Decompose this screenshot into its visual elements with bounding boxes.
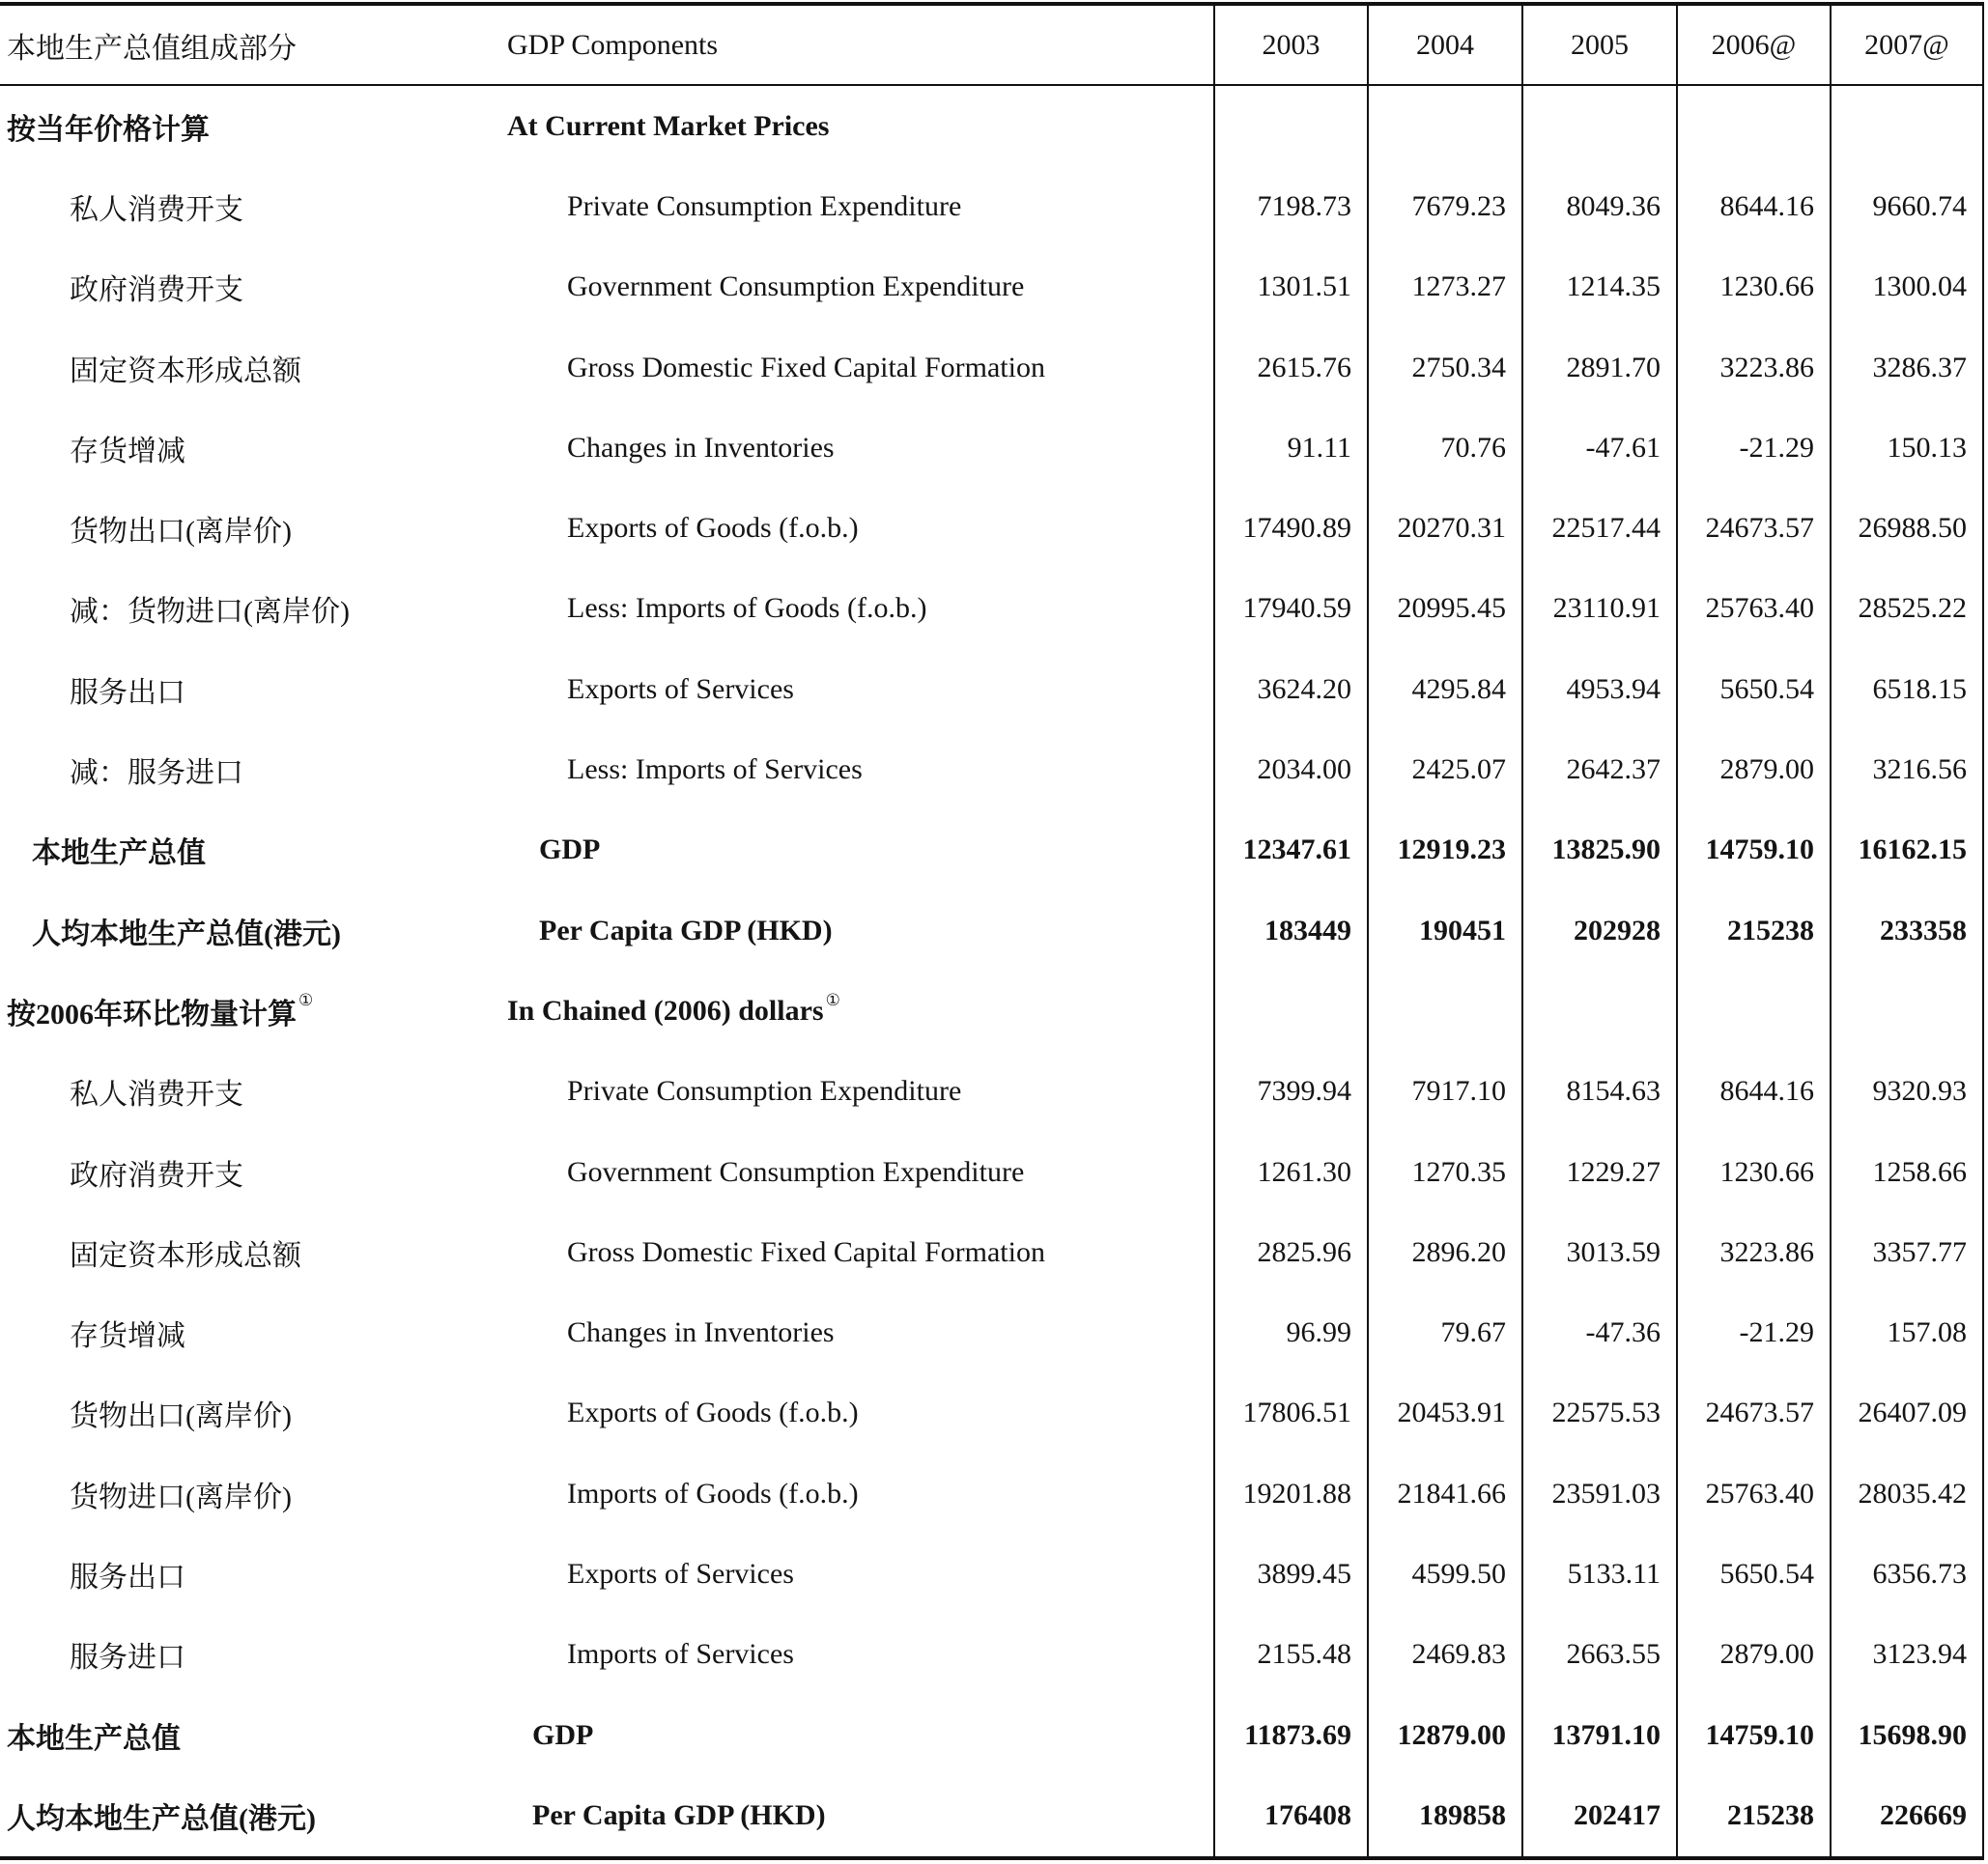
- row-label-english: Changes in Inventories: [567, 1316, 835, 1349]
- section-heading-english: At Current Market Prices: [507, 109, 830, 142]
- value-cell: 25763.40: [1676, 569, 1830, 649]
- value-cell: 1270.35: [1367, 1132, 1521, 1212]
- table-row: [0, 166, 1984, 246]
- row-label-english: Exports of Goods (f.o.b.): [567, 1397, 859, 1429]
- value-cell: 17490.89: [1213, 488, 1367, 568]
- empty-cell: [1367, 971, 1521, 1051]
- empty-cell: [1521, 86, 1676, 166]
- column-header-year: 2006@: [1676, 6, 1830, 84]
- value-cell: 3624.20: [1213, 649, 1367, 729]
- row-label-chinese-cell: [0, 1052, 495, 1132]
- value-cell: 3013.59: [1521, 1212, 1676, 1292]
- row-label-chinese-cell: [0, 166, 495, 246]
- value-cell: 28525.22: [1830, 569, 1984, 649]
- value-cell: 189858: [1367, 1775, 1521, 1855]
- value-cell: 6518.15: [1830, 649, 1984, 729]
- row-label-chinese: 货物出口(离岸价): [70, 516, 292, 549]
- value-cell: 3223.86: [1676, 327, 1830, 408]
- value-cell: 2642.37: [1521, 729, 1676, 809]
- value-cell: 17806.51: [1213, 1373, 1367, 1454]
- value-cell: 202928: [1521, 890, 1676, 971]
- row-label-chinese: 减：货物进口(离岸价): [70, 596, 350, 629]
- value-cell: 70.76: [1367, 408, 1521, 488]
- row-label-chinese: 政府消费开支: [70, 1159, 243, 1192]
- total-row: [0, 1695, 1984, 1775]
- value-cell: 8049.36: [1521, 166, 1676, 246]
- row-label-english-cell: [495, 810, 1213, 890]
- row-label-english: Per Capita GDP (HKD): [532, 1798, 826, 1831]
- row-label-chinese: 本地生产总值: [32, 837, 206, 870]
- empty-cell: [1521, 971, 1676, 1051]
- value-cell: 13825.90: [1521, 810, 1676, 890]
- value-cell: 24673.57: [1676, 1373, 1830, 1454]
- row-label-chinese-cell: [0, 408, 495, 488]
- row-label-english: Exports of Services: [567, 1557, 794, 1590]
- row-label-chinese-cell: [0, 1615, 495, 1695]
- row-label-english: Exports of Goods (f.o.b.): [567, 512, 859, 545]
- row-label-english-cell: [495, 1132, 1213, 1212]
- section-heading-english-cell: [495, 86, 1213, 166]
- row-label-english: Per Capita GDP (HKD): [539, 914, 833, 946]
- row-label-english-cell: [495, 649, 1213, 729]
- total-row: [0, 1775, 1984, 1855]
- value-cell: 7679.23: [1367, 166, 1521, 246]
- table-row: [0, 1052, 1984, 1132]
- value-cell: -21.29: [1676, 408, 1830, 488]
- value-cell: 2663.55: [1521, 1615, 1676, 1695]
- row-label-english: Imports of Services: [567, 1638, 794, 1671]
- row-label-chinese-cell: [0, 1212, 495, 1292]
- value-cell: 3216.56: [1830, 729, 1984, 809]
- value-cell: 15698.90: [1830, 1695, 1984, 1775]
- value-cell: 26988.50: [1830, 488, 1984, 568]
- row-label-english-cell: [495, 729, 1213, 809]
- value-cell: 20995.45: [1367, 569, 1521, 649]
- row-label-english: Less: Imports of Goods (f.o.b.): [567, 592, 927, 625]
- section-heading-english: In Chained (2006) dollars: [507, 994, 824, 1027]
- row-label-english-cell: [495, 1212, 1213, 1292]
- value-cell: -21.29: [1676, 1292, 1830, 1372]
- row-label-chinese-cell: [0, 327, 495, 408]
- row-label-english-cell: [495, 327, 1213, 408]
- value-cell: 23591.03: [1521, 1454, 1676, 1534]
- row-label-english-cell: [495, 1052, 1213, 1132]
- value-cell: 20453.91: [1367, 1373, 1521, 1454]
- value-cell: 2825.96: [1213, 1212, 1367, 1292]
- row-label-english-cell: [495, 247, 1213, 327]
- table-row: [0, 729, 1984, 809]
- table-row: [0, 408, 1984, 488]
- row-label-english-cell: [495, 1695, 1213, 1775]
- value-cell: 190451: [1367, 890, 1521, 971]
- value-cell: 2750.34: [1367, 327, 1521, 408]
- value-cell: 9320.93: [1830, 1052, 1984, 1132]
- value-cell: 11873.69: [1213, 1695, 1367, 1775]
- value-cell: 2891.70: [1521, 327, 1676, 408]
- value-cell: 157.08: [1830, 1292, 1984, 1372]
- value-cell: 5133.11: [1521, 1534, 1676, 1614]
- value-cell: 7198.73: [1213, 166, 1367, 246]
- gdp-components-table: [0, 2, 1984, 1860]
- row-label-english-cell: [495, 1775, 1213, 1855]
- header-row: [0, 6, 1984, 86]
- value-cell: 176408: [1213, 1775, 1367, 1855]
- section-heading-row: [0, 86, 1984, 166]
- row-label-chinese-cell: [0, 569, 495, 649]
- row-label-chinese: 固定资本形成总额: [70, 354, 301, 387]
- value-cell: 2896.20: [1367, 1212, 1521, 1292]
- value-cell: 19201.88: [1213, 1454, 1367, 1534]
- row-label-chinese: 服务进口: [70, 1642, 185, 1675]
- value-cell: 2425.07: [1367, 729, 1521, 809]
- value-cell: 8644.16: [1676, 166, 1830, 246]
- value-cell: 215238: [1676, 1775, 1830, 1855]
- value-cell: 17940.59: [1213, 569, 1367, 649]
- row-label-english-cell: [495, 569, 1213, 649]
- row-label-chinese: 私人消费开支: [70, 193, 243, 226]
- column-header-chinese: 本地生产总值组成部分: [7, 32, 297, 65]
- column-header-year: 2003: [1213, 6, 1367, 84]
- row-label-chinese: 服务出口: [70, 1561, 185, 1594]
- empty-cell: [1213, 86, 1367, 166]
- row-label-english-cell: [495, 1454, 1213, 1534]
- value-cell: 22575.53: [1521, 1373, 1676, 1454]
- value-cell: 12879.00: [1367, 1695, 1521, 1775]
- table-body: [0, 86, 1984, 1856]
- row-label-english: Gross Domestic Fixed Capital Formation: [567, 1235, 1045, 1268]
- row-label-english-cell: [495, 1373, 1213, 1454]
- value-cell: 1229.27: [1521, 1132, 1676, 1212]
- row-label-chinese: 货物出口(离岸价): [70, 1400, 292, 1433]
- value-cell: 233358: [1830, 890, 1984, 971]
- value-cell: 24673.57: [1676, 488, 1830, 568]
- value-cell: -47.36: [1521, 1292, 1676, 1372]
- table-row: [0, 247, 1984, 327]
- value-cell: 12919.23: [1367, 810, 1521, 890]
- value-cell: 96.99: [1213, 1292, 1367, 1372]
- row-label-chinese: 人均本地生产总值(港元): [7, 1802, 316, 1835]
- row-label-english-cell: [495, 488, 1213, 568]
- row-label-english: Less: Imports of Services: [567, 753, 863, 786]
- row-label-english: Exports of Services: [567, 672, 794, 705]
- value-cell: 202417: [1521, 1775, 1676, 1855]
- value-cell: 26407.09: [1830, 1373, 1984, 1454]
- row-label-chinese-cell: [0, 1695, 495, 1775]
- table-row: [0, 327, 1984, 408]
- value-cell: 3357.77: [1830, 1212, 1984, 1292]
- column-header-year: 2004: [1367, 6, 1521, 84]
- value-cell: 3123.94: [1830, 1615, 1984, 1695]
- row-label-chinese: 存货增减: [70, 435, 185, 467]
- empty-cell: [1367, 86, 1521, 166]
- value-cell: 150.13: [1830, 408, 1984, 488]
- value-cell: 215238: [1676, 890, 1830, 971]
- row-label-chinese-cell: [0, 1132, 495, 1212]
- value-cell: 183449: [1213, 890, 1367, 971]
- value-cell: 3223.86: [1676, 1212, 1830, 1292]
- value-cell: 1261.30: [1213, 1132, 1367, 1212]
- row-label-chinese-cell: [0, 1775, 495, 1855]
- row-label-english-cell: [495, 1292, 1213, 1372]
- table-row: [0, 488, 1984, 568]
- row-label-chinese: 私人消费开支: [70, 1079, 243, 1112]
- section-heading-chinese: 按2006年环比物量计算: [7, 998, 297, 1031]
- row-label-english-cell: [495, 890, 1213, 971]
- column-header-year: 2005: [1521, 6, 1676, 84]
- row-label-chinese-cell: [0, 1292, 495, 1372]
- row-label-english-cell: [495, 1615, 1213, 1695]
- value-cell: 12347.61: [1213, 810, 1367, 890]
- row-label-english: Gross Domestic Fixed Capital Formation: [567, 351, 1045, 383]
- total-row: [0, 890, 1984, 971]
- value-cell: 226669: [1830, 1775, 1984, 1855]
- row-label-chinese-cell: [0, 729, 495, 809]
- row-label-english-cell: [495, 408, 1213, 488]
- row-label-english-cell: [495, 1534, 1213, 1614]
- value-cell: 1300.04: [1830, 247, 1984, 327]
- value-cell: 1230.66: [1676, 1132, 1830, 1212]
- value-cell: 3899.45: [1213, 1534, 1367, 1614]
- empty-cell: [1676, 86, 1830, 166]
- row-label-english: Imports of Goods (f.o.b.): [567, 1477, 859, 1510]
- section-heading-chinese-cell: [0, 86, 495, 166]
- row-label-english: Government Consumption Expenditure: [567, 1155, 1025, 1188]
- value-cell: 25763.40: [1676, 1454, 1830, 1534]
- section-heading-chinese-cell: [0, 971, 495, 1051]
- value-cell: 4295.84: [1367, 649, 1521, 729]
- row-label-chinese: 人均本地生产总值(港元): [32, 918, 341, 950]
- value-cell: 2879.00: [1676, 1615, 1830, 1695]
- value-cell: 4599.50: [1367, 1534, 1521, 1614]
- row-label-chinese-cell: [0, 488, 495, 568]
- value-cell: 5650.54: [1676, 649, 1830, 729]
- value-cell: 2155.48: [1213, 1615, 1367, 1695]
- value-cell: 23110.91: [1521, 569, 1676, 649]
- row-label-english: GDP: [532, 1718, 594, 1751]
- row-label-english: Government Consumption Expenditure: [567, 270, 1025, 303]
- value-cell: 1230.66: [1676, 247, 1830, 327]
- value-cell: 2879.00: [1676, 729, 1830, 809]
- section-heading-row: [0, 971, 1984, 1051]
- table-row: [0, 1373, 1984, 1454]
- value-cell: 1258.66: [1830, 1132, 1984, 1212]
- row-label-chinese-cell: [0, 810, 495, 890]
- row-label-chinese-cell: [0, 890, 495, 971]
- section-heading-chinese: 按当年价格计算: [7, 113, 210, 146]
- table-row: [0, 1292, 1984, 1372]
- value-cell: 14759.10: [1676, 810, 1830, 890]
- value-cell: 5650.54: [1676, 1534, 1830, 1614]
- value-cell: 1273.27: [1367, 247, 1521, 327]
- value-cell: 1214.35: [1521, 247, 1676, 327]
- empty-cell: [1213, 971, 1367, 1051]
- empty-cell: [1830, 86, 1984, 166]
- value-cell: 2034.00: [1213, 729, 1367, 809]
- value-cell: -47.61: [1521, 408, 1676, 488]
- value-cell: 22517.44: [1521, 488, 1676, 568]
- value-cell: 7399.94: [1213, 1052, 1367, 1132]
- value-cell: 8154.63: [1521, 1052, 1676, 1132]
- total-row: [0, 810, 1984, 890]
- value-cell: 9660.74: [1830, 166, 1984, 246]
- footnote-mark: ①: [825, 991, 840, 1010]
- table-row: [0, 1132, 1984, 1212]
- value-cell: 13791.10: [1521, 1695, 1676, 1775]
- row-label-chinese-cell: [0, 1454, 495, 1534]
- table-row: [0, 1454, 1984, 1534]
- row-label-english: Private Consumption Expenditure: [567, 1075, 962, 1108]
- value-cell: 21841.66: [1367, 1454, 1521, 1534]
- row-label-english: Private Consumption Expenditure: [567, 189, 962, 222]
- value-cell: 2469.83: [1367, 1615, 1521, 1695]
- value-cell: 16162.15: [1830, 810, 1984, 890]
- column-header-year: 2007@: [1830, 6, 1984, 84]
- row-label-chinese-cell: [0, 1534, 495, 1614]
- row-label-english: GDP: [539, 833, 601, 866]
- row-label-chinese: 固定资本形成总额: [70, 1239, 301, 1272]
- row-label-english-cell: [495, 166, 1213, 246]
- value-cell: 79.67: [1367, 1292, 1521, 1372]
- table-row: [0, 1534, 1984, 1614]
- row-label-chinese-cell: [0, 1373, 495, 1454]
- value-cell: 91.11: [1213, 408, 1367, 488]
- row-label-chinese: 政府消费开支: [70, 274, 243, 307]
- row-label-english: Changes in Inventories: [567, 431, 835, 464]
- value-cell: 20270.31: [1367, 488, 1521, 568]
- row-label-chinese: 减：服务进口: [70, 757, 243, 790]
- row-label-chinese-cell: [0, 247, 495, 327]
- table-row: [0, 569, 1984, 649]
- value-cell: 6356.73: [1830, 1534, 1984, 1614]
- section-heading-english-cell: [495, 971, 1213, 1051]
- empty-cell: [1676, 971, 1830, 1051]
- row-label-chinese: 货物进口(离岸价): [70, 1481, 292, 1513]
- table-row: [0, 649, 1984, 729]
- value-cell: 4953.94: [1521, 649, 1676, 729]
- value-cell: 28035.42: [1830, 1454, 1984, 1534]
- value-cell: 3286.37: [1830, 327, 1984, 408]
- row-label-chinese: 本地生产总值: [7, 1722, 181, 1755]
- value-cell: 8644.16: [1676, 1052, 1830, 1132]
- row-label-chinese: 服务出口: [70, 676, 185, 709]
- footnote-mark: ①: [298, 991, 314, 1010]
- table-row: [0, 1212, 1984, 1292]
- value-cell: 7917.10: [1367, 1052, 1521, 1132]
- value-cell: 2615.76: [1213, 327, 1367, 408]
- table-row: [0, 1615, 1984, 1695]
- column-header-english: GDP Components: [507, 28, 719, 61]
- row-label-chinese-cell: [0, 649, 495, 729]
- value-cell: 1301.51: [1213, 247, 1367, 327]
- row-label-chinese: 存货增减: [70, 1320, 185, 1353]
- value-cell: 14759.10: [1676, 1695, 1830, 1775]
- empty-cell: [1830, 971, 1984, 1051]
